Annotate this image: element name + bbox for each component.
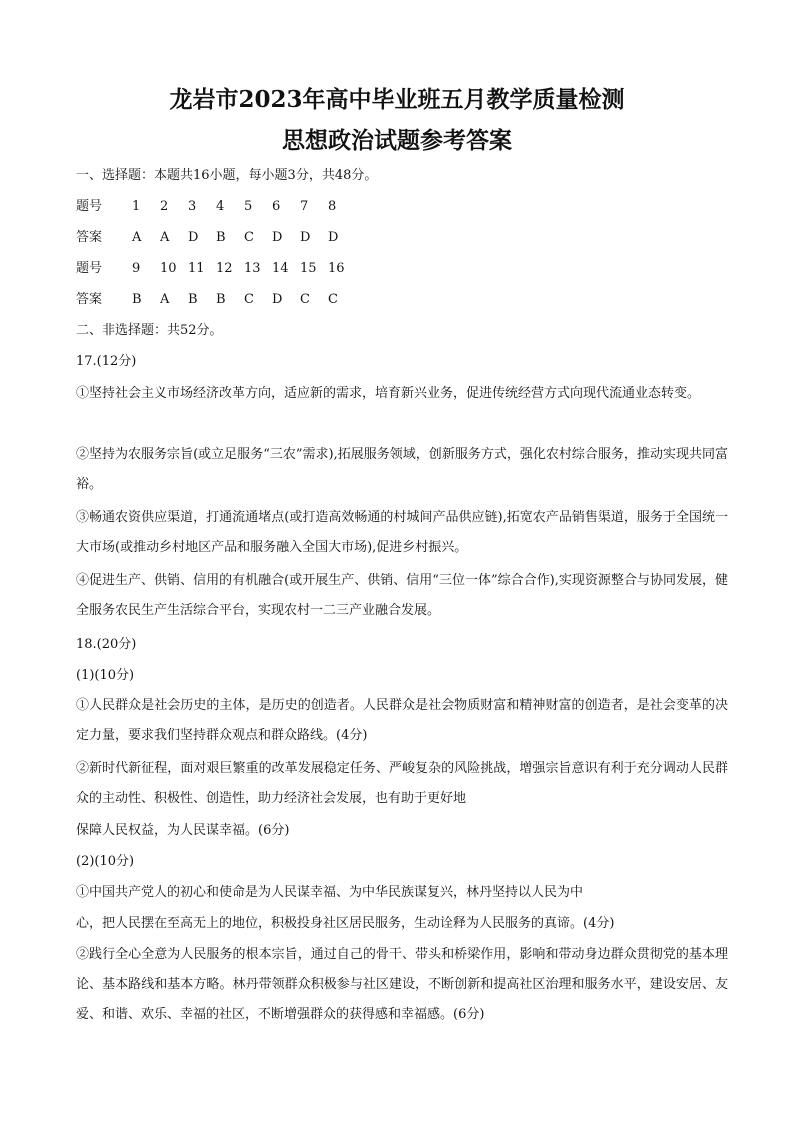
- table-cell: 14: [272, 261, 289, 276]
- q18-part-2-point-2: ②践行全心全意为人民服务的根本宗旨，通过自己的骨干、带头和桥梁作用，影响和带动身边群众贯彻党的基本理论、基本路线和基本方略。林丹带领群众积极参与社区建设，不断创新和提高社区治理和服务水平，建设安居、友爱、和谐、欢乐、幸福的社区，不断增强群众的获得感和幸福感。(6分): [76, 947, 728, 1022]
- table-cell: 3: [188, 199, 197, 214]
- row-label: 答案: [76, 292, 103, 307]
- table-cell: 13: [244, 261, 261, 276]
- table-cell: D: [328, 230, 339, 245]
- table-cell: C: [244, 292, 254, 307]
- q17-point-2: ②坚持为农服务宗旨(或立足服务“三农”需求),拓展服务领域，创新服务方式，强化农村综合服务，推动实现共同富裕。: [76, 447, 728, 492]
- q18-part-1-point-2-continued: 保障人民权益，为人民谋幸福。(6分): [76, 823, 290, 838]
- section-heading-multiple-choice: 一、选择题：本题共16小题，每小题3分，共48分。: [76, 168, 378, 183]
- q18-part-1-point-1: ①人民群众是社会历史的主体，是历史的创造者。人民群众是社会物质财富和精神财富的创造者，是社会变革的决定力量，要求我们坚持群众观点和群众路线。(4分): [76, 698, 728, 743]
- table-cell: A: [132, 230, 142, 245]
- page-title: 龙岩市2023年高中毕业班五月教学质量检测: [169, 86, 625, 113]
- table-cell: B: [216, 230, 226, 245]
- table-cell: D: [272, 230, 283, 245]
- table-cell: C: [300, 292, 310, 307]
- question-17-header: 17.(12分): [76, 354, 137, 369]
- q17-point-4: ④促进生产、供销、信用的有机融合(或开展生产、供销、信用“三位一体”综合合作),实现资源整合与协同发展，健全服务农民生产生活综合平台，实现农村一二三产业融合发展。: [76, 573, 728, 618]
- table-cell: 12: [216, 261, 233, 276]
- table-cell: D: [188, 230, 199, 245]
- table-cell: 5: [244, 199, 253, 214]
- table-cell: 1: [132, 199, 141, 214]
- table-cell: 15: [300, 261, 317, 276]
- table-cell: A: [160, 292, 170, 307]
- table-cell: 16: [328, 261, 345, 276]
- q18-part-2-point-1: ①中国共产党人的初心和使命是为人民谋幸福、为中华民族谋复兴，林丹坚持以人民为中: [76, 885, 584, 900]
- row-label: 答案: [76, 230, 103, 245]
- table-cell: B: [216, 292, 226, 307]
- table-cell: 9: [132, 261, 141, 276]
- table-cell: D: [272, 292, 283, 307]
- table-cell: B: [132, 292, 142, 307]
- q18-part-2-header: (2)(10分): [76, 854, 135, 869]
- table-cell: 6: [272, 199, 281, 214]
- table-cell: A: [160, 230, 170, 245]
- table-cell: B: [188, 292, 198, 307]
- q17-point-1: ①坚持社会主义市场经济改革方向，适应新的需求，培育新兴业务，促进传统经营方式向现代流通业态转变。: [76, 386, 701, 401]
- page-subtitle: 思想政治试题参考答案: [282, 127, 512, 154]
- table-cell: 10: [160, 261, 177, 276]
- q18-part-1-point-2: ②新时代新征程，面对艰巨繁重的改革发展稳定任务、严峻复杂的风险挑战，增强宗旨意识有利于充分调动人民群众的主动性、积极性、创造性，助力经济社会发展，也有助于更好地: [76, 761, 728, 806]
- table-cell: 7: [300, 199, 309, 214]
- question-18-header: 18.(20分): [76, 637, 137, 652]
- table-cell: D: [300, 230, 311, 245]
- row-label: 题号: [76, 261, 103, 276]
- table-cell: 2: [160, 199, 169, 214]
- row-label: 题号: [76, 199, 103, 214]
- q18-part-1-header: (1)(10分): [76, 668, 135, 683]
- q17-point-3: ③畅通农资供应渠道，打通流通堵点(或打造高效畅通的村城间产品供应链),拓宽农产品销售渠道，服务于全国统一大市场(或推动乡村地区产品和服务融入全国大市场),促进乡村振兴。: [76, 510, 728, 555]
- table-cell: C: [328, 292, 338, 307]
- table-cell: 8: [328, 199, 337, 214]
- q18-part-2-point-1-continued: 心，把人民摆在至高无上的地位，积极投身社区居民服务，生动诠释为人民服务的真谛。(4分): [76, 916, 615, 931]
- table-cell: C: [244, 230, 254, 245]
- table-cell: 4: [216, 199, 225, 214]
- section-heading-open-ended: 二、非选择题：共52分。: [76, 323, 223, 338]
- table-cell: 11: [188, 261, 205, 276]
